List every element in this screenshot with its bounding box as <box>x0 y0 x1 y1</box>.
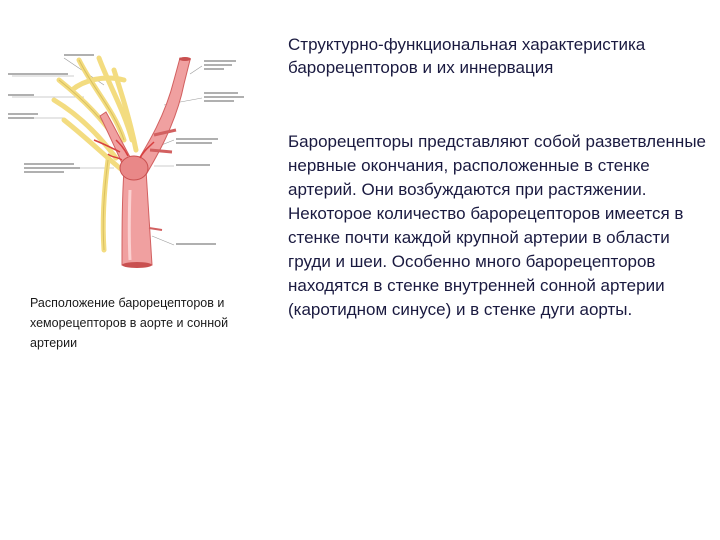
figure-caption: Расположение барорецепторов и хеморецепторов в аорте и сонной артерии <box>30 296 229 350</box>
slide-title: Структурно-функциональная характеристика барорецепторов и их иннервация <box>288 35 646 77</box>
anatomy-figure <box>4 40 272 272</box>
slide-body-text: Барорецепторы представляют собой разветвленные нервные окончания, расположенные в стенке артерий. Они возбуждаются при растяжении. Некоторое количество барорецепторов имеется в стенке почти каждой крупной артерии в области груди и шеи. Особенно много барорецепторов находятся в стенке внутренней сонной артерии (каротидном синусе) и в стенке дуги аорты. <box>288 132 706 319</box>
carotid-illustration <box>4 40 272 272</box>
